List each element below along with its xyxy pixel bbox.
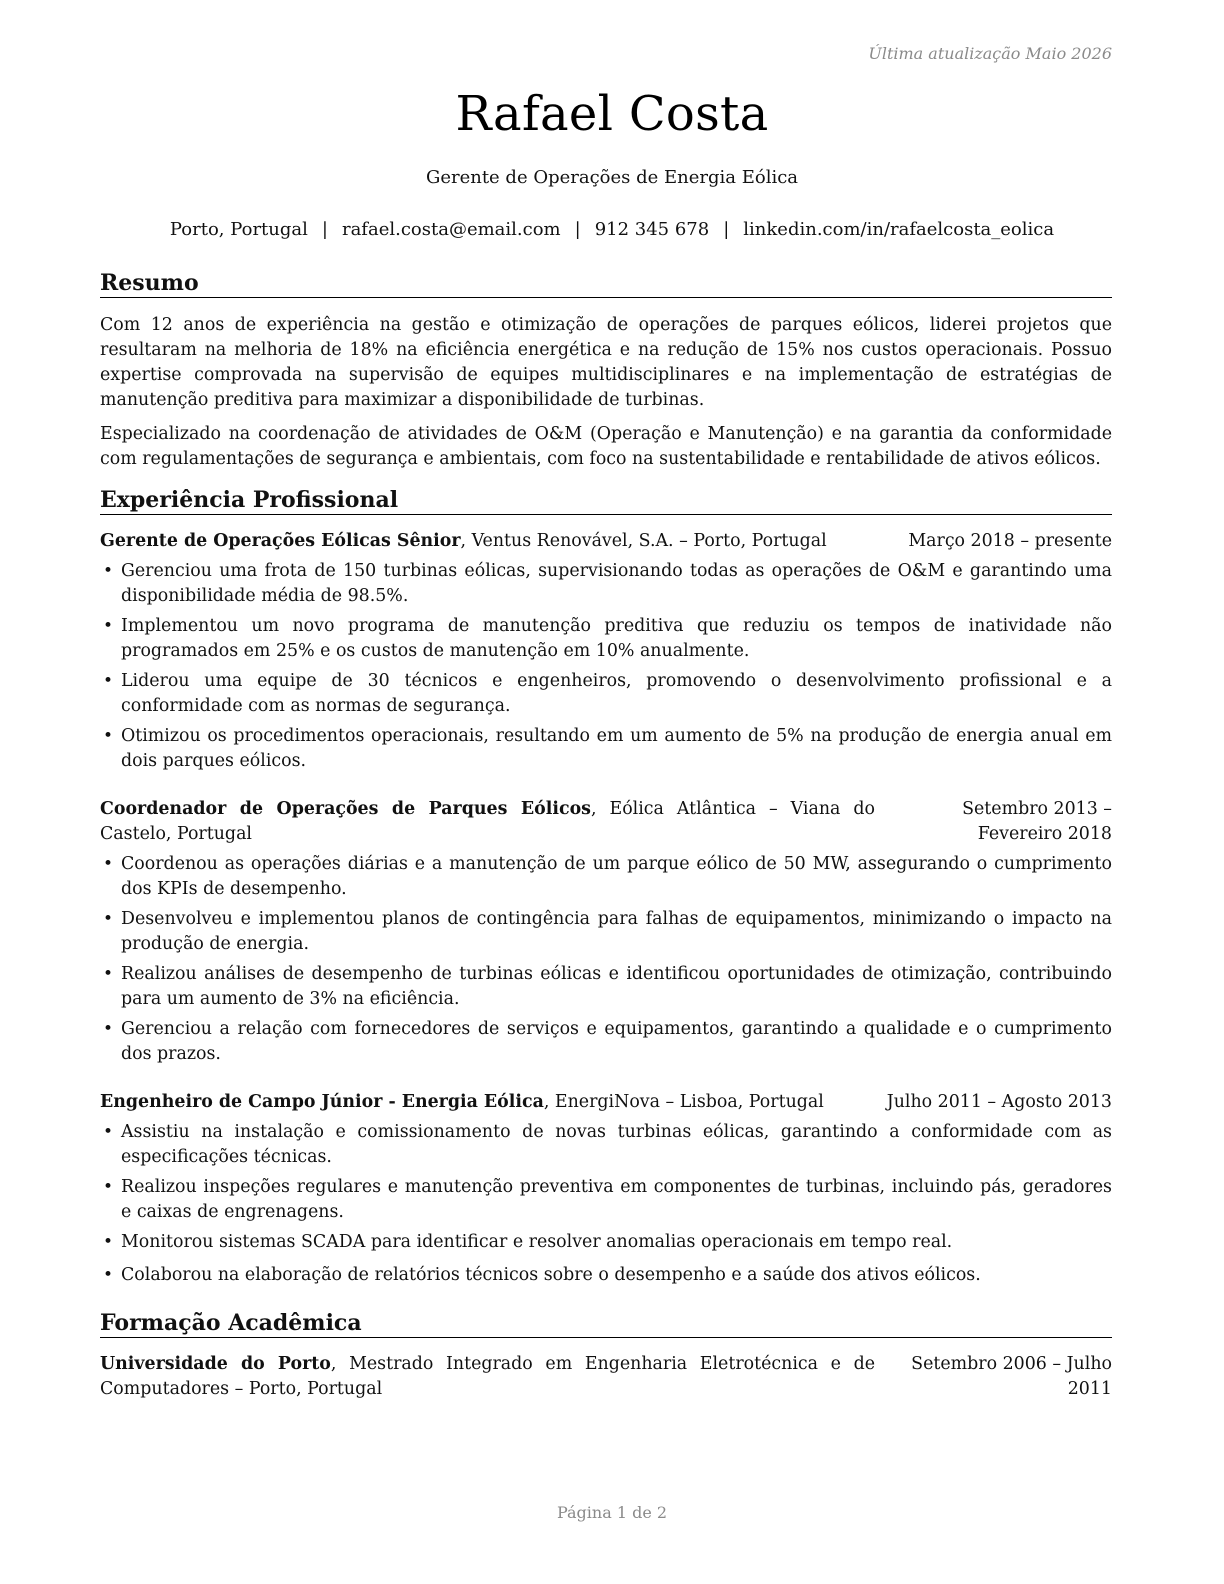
bullet-item: • Coordenou as operações diárias e a manutenção de um parque eólico de 50 MW, assegurando o cumprimento dos KPIs de desempenho. bbox=[103, 854, 1112, 899]
job-role: Engenheiro de Campo Júnior - Energia Eólica bbox=[100, 1092, 544, 1112]
page-number: Página 1 de 2 bbox=[556, 1503, 668, 1522]
job-title-line bbox=[100, 529, 908, 554]
bullet-item: • Implementou um novo programa de manutenção preditiva que reduziu os tempos de inatividade não programados em 25% e os custos de manutenção em 10% anualmente. bbox=[103, 616, 1112, 661]
bullet-item: • Monitorou sistemas SCADA para identificar e resolver anomalias operacionais em tempo real. bbox=[103, 1232, 953, 1252]
summary-paragraph: Especializado na coordenação de atividades de O&M (Operação e Manutenção) e na garantia da conformidade com regulamentações de segurança e ambientais, com foco na sustentabilidade e rentabilidade de ativos eólicos. bbox=[100, 424, 1112, 469]
job-date: Setembro 2013 – Fevereiro 2018 bbox=[962, 799, 1112, 844]
section-heading-experience: Experiência Profissional bbox=[100, 487, 1112, 515]
job-company: , Ventus Renovável, S.A. – Porto, Portugal bbox=[460, 531, 827, 551]
bullet-item: • Realizou inspeções regulares e manutenção preventiva em componentes de turbinas, incluindo pás, geradores e caixas de engrenagens. bbox=[103, 1177, 1112, 1222]
job-company: , Eólica Atlântica – Viana do Castelo, Portugal bbox=[100, 799, 875, 844]
job-date: Março 2018 – presente bbox=[908, 531, 1112, 551]
contact-email[interactable]: rafael.costa@email.com bbox=[341, 219, 561, 240]
job-header bbox=[100, 797, 1112, 847]
job-role: Coordenador de Operações de Parques Eólicos bbox=[100, 799, 591, 819]
job-date: Julho 2011 – Agosto 2013 bbox=[886, 1092, 1112, 1112]
contact-location: Porto, Portugal bbox=[169, 219, 308, 240]
job-header bbox=[100, 529, 1112, 554]
contact-separator: | bbox=[574, 219, 581, 240]
bullet-item: • Colaborou na elaboração de relatórios técnicos sobre o desempenho e a saúde dos ativos eólicos. bbox=[103, 1265, 981, 1285]
resume-content bbox=[100, 270, 1112, 1402]
job-bullets bbox=[100, 1120, 1112, 1288]
job-header bbox=[100, 1090, 1112, 1115]
education-entry bbox=[100, 1352, 1112, 1402]
bullet-item: • Otimizou os procedimentos operacionais, resultando em um aumento de 5% na produção de energia anual em dois parques eólicos. bbox=[103, 726, 1112, 771]
summary-paragraph: Com 12 anos de experiência na gestão e otimização de operações de parques eólicos, liderei projetos que resultaram na melhoria de 18% na eficiência energética e na redução de 15% nos custos operacionais. Possuo expertise comprovada na supervisão de equipes multidisciplinares e na implementação de estratégias de manutenção preditiva para maximizar a disponibilidade de turbinas. bbox=[100, 315, 1112, 410]
contact-line bbox=[0, 219, 1224, 240]
bullet-item: • Assistiu na instalação e comissionamento de novas turbinas eólicas, garantindo a conformidade com as especificações técnicas. bbox=[103, 1122, 1112, 1167]
job-entry bbox=[100, 1090, 1112, 1288]
education-date: Setembro 2006 – Julho 2011 bbox=[911, 1354, 1112, 1399]
job-entry bbox=[100, 797, 1112, 1067]
education-details: , Mestrado Integrado em Engenharia Eletrotécnica e de Computadores – Porto, Portugal bbox=[100, 1354, 876, 1399]
job-company: , EnergiNova – Lisboa, Portugal bbox=[543, 1092, 824, 1112]
job-role: Gerente de Operações Eólicas Sênior bbox=[100, 531, 461, 551]
contact-phone: 912 345 678 bbox=[594, 219, 710, 240]
job-entry bbox=[100, 529, 1112, 774]
section-heading-education: Formação Acadêmica bbox=[100, 1310, 1112, 1338]
last-updated: Última atualização Maio 2026 bbox=[868, 44, 1112, 63]
contact-linkedin[interactable]: linkedin.com/in/rafaelcosta_eolica bbox=[743, 219, 1055, 240]
job-title-line bbox=[100, 797, 875, 847]
education-institution: Universidade do Porto bbox=[100, 1354, 331, 1374]
section-heading-summary: Resumo bbox=[100, 270, 1112, 298]
job-bullets bbox=[100, 559, 1112, 774]
contact-separator: | bbox=[723, 219, 730, 240]
candidate-title: Gerente de Operações de Energia Eólica bbox=[425, 167, 799, 188]
bullet-item: • Desenvolveu e implementou planos de contingência para falhas de equipamentos, minimizando o impacto na produção de energia. bbox=[103, 909, 1112, 954]
job-title-line bbox=[100, 1090, 887, 1115]
job-bullets bbox=[100, 852, 1112, 1067]
bullet-item: • Liderou uma equipe de 30 técnicos e engenheiros, promovendo o desenvolvimento profissional e a conformidade com as normas de segurança. bbox=[103, 671, 1112, 716]
contact-separator: | bbox=[321, 219, 328, 240]
bullet-item: • Gerenciou uma frota de 150 turbinas eólicas, supervisionando todas as operações de O&M e garantindo uma disponibilidade média de 98.5%. bbox=[103, 561, 1112, 606]
bullet-item: • Gerenciou a relação com fornecedores de serviços e equipamentos, garantindo a qualidade e o cumprimento dos prazos. bbox=[103, 1019, 1112, 1064]
candidate-name: Rafael Costa bbox=[455, 86, 769, 142]
bullet-item: • Realizou análises de desempenho de turbinas eólicas e identificou oportunidades de otimização, contribuindo para um aumento de 3% na eficiência. bbox=[103, 964, 1112, 1009]
education-title-line bbox=[100, 1352, 875, 1402]
